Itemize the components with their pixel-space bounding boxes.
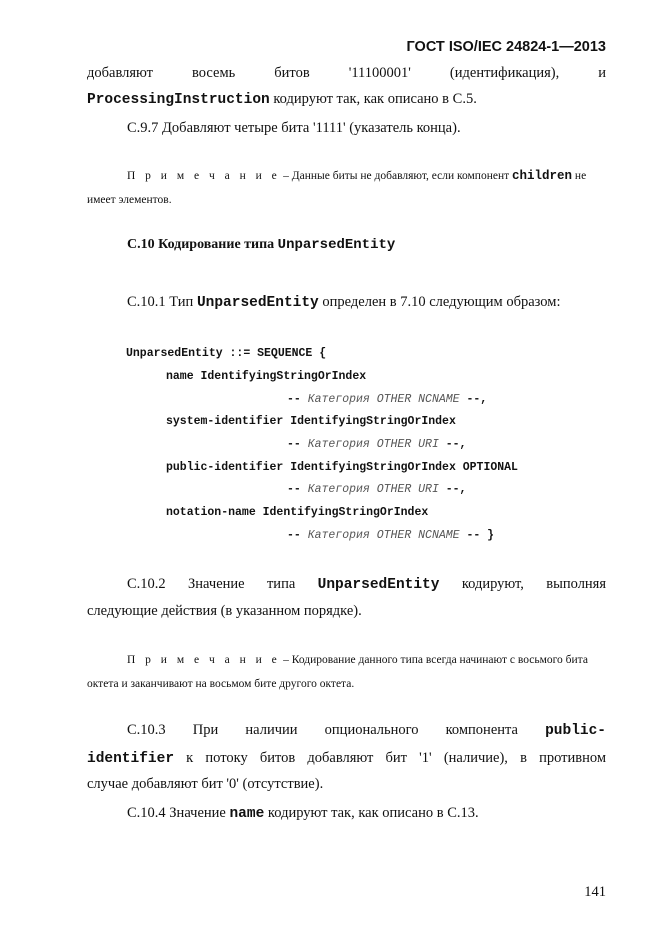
text: – Кодирование данного типа всегда начинают с восьмого бита [280,654,588,666]
code-line: UnparsedEntity ::= SEQUENCE { [126,347,327,360]
code-term: identifier [87,751,175,767]
text: кодируют так, как описано в С.5. [269,91,477,107]
section-heading [127,237,395,253]
page-number: 141 [584,884,606,900]
code-term: UnparsedEntity [196,295,319,311]
code-comment-line: -- Категория OTHER NCNAME --, [287,393,488,406]
note-2-line-2: октета и заканчивают на восьмом бите другого октета. [87,678,355,690]
text: определен в 7.10 следующим образом: [318,294,561,310]
clause-c-10-2-line-2: следующие действия (в указанном порядке). [87,603,362,619]
clause-c-9-7: С.9.7 Добавляют четыре бита '1111' (указатель конца). [127,120,461,136]
word: (идентификация), [449,65,560,81]
code-term: children [512,169,573,183]
code-comment-line: -- Категория OTHER URI --, [287,483,467,496]
text: – Данные биты не добавляют, если компонент [280,170,513,182]
note-2 [127,650,606,670]
clause-c-10-2: С.10.2 Значение типа UnparsedEntity кодируют, выполняя [127,576,607,593]
code-line: system-identifier IdentifyingStringOrIndex [166,415,456,428]
clause-c-10-1 [127,292,560,313]
word: '11100001' [348,65,411,81]
clause-c-10-4: С.10.4 Значение name кодируют так, как описано в С.13. [127,805,479,822]
text: С.10.1 Тип [127,294,197,310]
paragraph-line [87,63,606,83]
note-1 [127,166,606,186]
code-comment-line: -- Категория OTHER URI --, [287,438,467,451]
heading-text: С.10 Кодирование типа [127,237,278,252]
code-term: public- [545,723,607,739]
clause-c-10-3: С.10.3 При наличии опционального компонента public- [127,722,607,739]
word: восемь [192,65,236,81]
clause-c-10-3-line-2: identifier к потоку битов добавляют бит '1' (наличие), в противном [87,750,606,767]
note-label: П р и м е ч а н и е [127,170,281,182]
code-term: name [229,806,265,822]
code-term: UnparsedEntity [317,577,440,593]
code-line: notation-name IdentifyingStringOrIndex [166,506,429,519]
code-comment-line: -- Категория OTHER NCNAME -- } [287,529,495,542]
standard-header: ГОСТ ISO/IEC 24824-1—2013 [406,39,606,55]
word: битов [274,65,310,81]
text: не [572,170,587,182]
code-line: name IdentifyingStringOrIndex [166,370,367,383]
code-term: ProcessingInstruction [87,92,270,108]
code-term: UnparsedEntity [277,237,396,253]
note-1-line-2: имеет элементов. [87,194,172,206]
paragraph-line [87,89,477,110]
note-label: П р и м е ч а н и е [127,654,281,666]
clause-c-10-3-line-3: случае добавляют бит '0' (отсутствие). [87,776,324,792]
code-line: public-identifier IdentifyingStringOrIndex OPTIONAL [166,461,518,474]
word: и [598,65,607,81]
word: добавляют [87,65,153,81]
